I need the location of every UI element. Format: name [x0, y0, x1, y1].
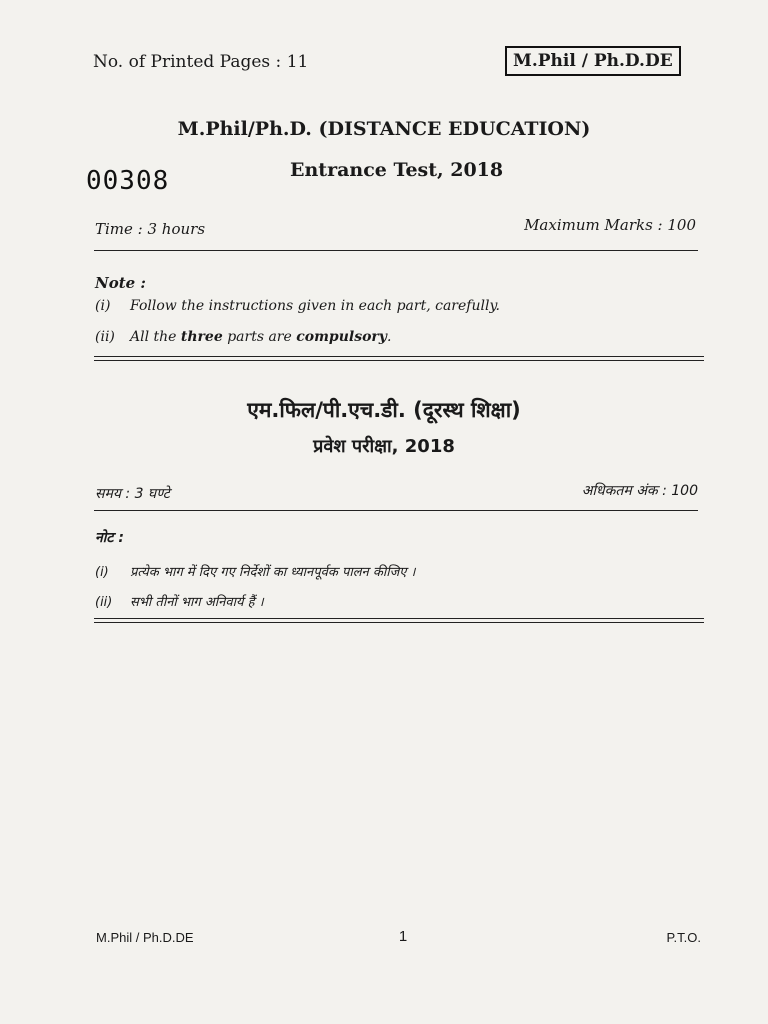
note-heading-english: Note :: [95, 274, 146, 292]
note-text: All the: [130, 329, 181, 345]
note-item-english: [95, 329, 391, 345]
divider: [94, 510, 698, 511]
note-number: (i): [95, 565, 109, 580]
divider: [94, 250, 698, 251]
max-marks-hindi: अधिकतम अंक : 100: [581, 483, 698, 499]
exam-subtitle-english: Entrance Test, 2018: [290, 159, 504, 181]
exam-title-hindi: एम.फिल/पी.एच.डी. (दूरस्थ शिक्षा): [247, 398, 521, 422]
section-divider: [94, 356, 704, 361]
page-number: 1: [398, 928, 408, 945]
max-marks-english: Maximum Marks : 100: [524, 216, 696, 234]
note-item-english: [95, 298, 500, 314]
time-english: Time : 3 hours: [95, 220, 206, 238]
note-text: .: [386, 329, 392, 345]
note-number: (ii): [95, 329, 115, 345]
exam-title-english: M.Phil/Ph.D. (DISTANCE EDUCATION): [177, 118, 591, 140]
note-text: प्रत्येक भाग में दिए गए निर्देशों का ध्यानपूर्वक पालन कीजिए ।: [130, 565, 416, 580]
section-divider: [94, 618, 704, 623]
note-heading-hindi: नोट :: [95, 530, 124, 546]
course-code-box: M.Phil / Ph.D.DE: [505, 46, 681, 76]
pto-label: P.T.O.: [666, 930, 701, 945]
printed-pages-count: No. of Printed Pages : 11: [93, 52, 309, 72]
note-text: Follow the instructions given in each part, carefully.: [130, 298, 500, 314]
note-text: parts are: [222, 329, 297, 345]
note-number: (i): [95, 298, 111, 314]
footer-course-code: M.Phil / Ph.D.DE: [96, 930, 194, 945]
note-emphasis: compulsory: [296, 329, 387, 345]
note-number: (ii): [95, 595, 113, 610]
exam-subtitle-hindi: प्रवेश परीक्षा, 2018: [313, 436, 455, 457]
serial-number: 00308: [86, 166, 170, 196]
note-item-hindi: [95, 592, 264, 610]
note-text: सभी तीनों भाग अनिवार्य हैं ।: [130, 595, 264, 610]
note-emphasis: three: [180, 329, 223, 345]
note-item-hindi: [95, 562, 416, 580]
time-hindi: समय : 3 घण्टे: [95, 486, 170, 502]
